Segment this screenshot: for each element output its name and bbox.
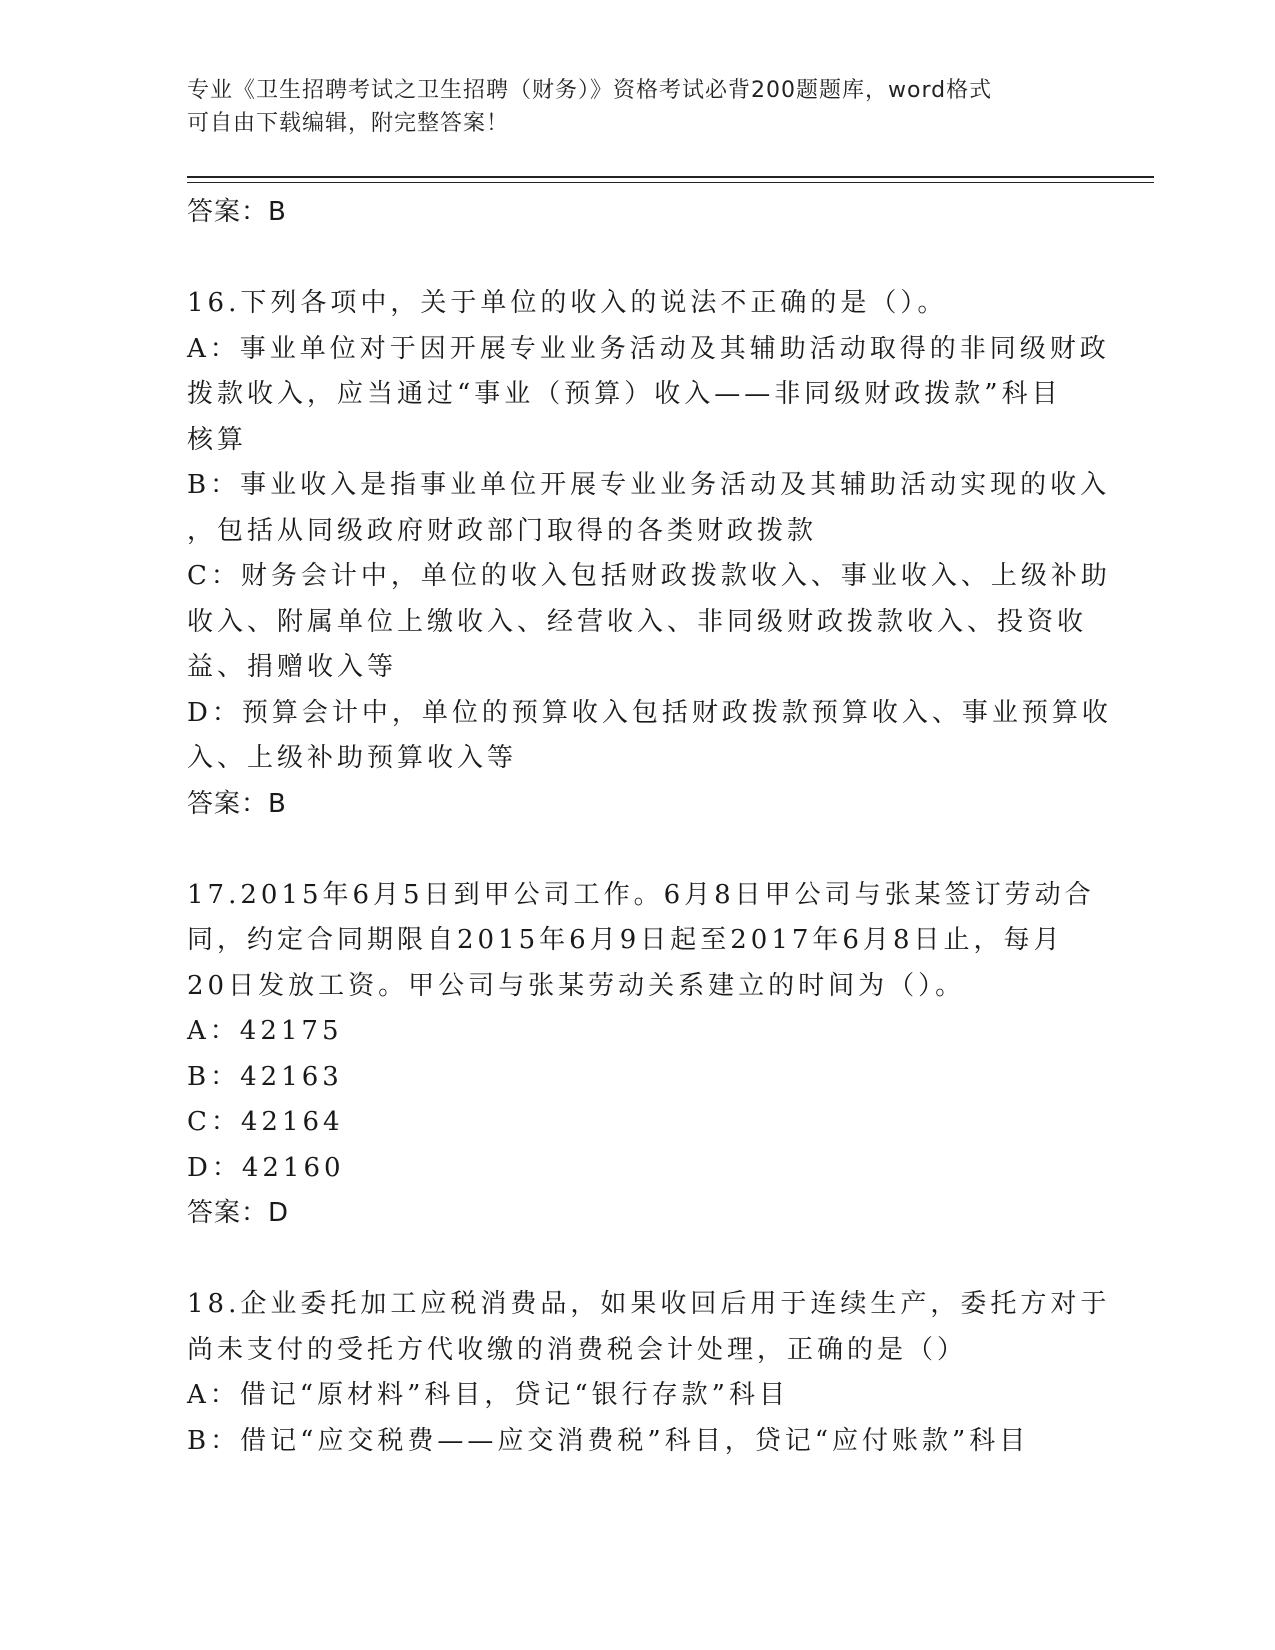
- option-b: B：借记“应交税费——应交消费税”科目，贷记“应付账款”科目: [187, 1425, 1030, 1456]
- spacer: [187, 236, 1067, 282]
- spacer: [187, 1237, 1067, 1283]
- header-line-2: 可自由下载编辑，附完整答案！: [187, 111, 510, 136]
- answer: 答案：D: [187, 1198, 290, 1228]
- option-b: B：事业收入是指事业单位开展专业业务活动及其辅助活动实现的收入: [187, 470, 1111, 500]
- option-b-cont: ，包括从同级政府财政部门取得的各类财政拨款: [187, 515, 818, 546]
- option-b: B：42163: [187, 1061, 343, 1092]
- answer: 答案：B: [187, 788, 287, 819]
- option-a-cont: 拨款收入，应当通过“事业（预算）收入——非同级财政拨款”科目: [187, 379, 1062, 409]
- header-rule-thick: [187, 176, 1154, 178]
- question-16: [187, 281, 1112, 827]
- option-a-cont: 核算: [187, 424, 248, 455]
- option-d-cont: 入、上级补助预算收入等: [187, 743, 518, 773]
- header-line-1: 专业《卫生招聘考试之卫生招聘（财务）》资格考试必背200题题库，word格式: [187, 78, 993, 103]
- spacer: [187, 827, 1067, 873]
- option-a: A：事业单位对于因开展专业业务活动及其辅助活动取得的非同级财政: [187, 333, 1110, 364]
- question-stem: 18.企业委托加工应税消费品，如果收回后用于连续生产，委托方对于: [187, 1289, 1111, 1319]
- question-18: [187, 1282, 1111, 1464]
- question-stem: 17.2015年6月5日到甲公司工作。6月8日甲公司与张某签订劳动合: [187, 879, 1095, 910]
- option-c-cont: 收入、附属单位上缴收入、经营收入、非同级财政拨款收入、投资收: [187, 606, 1088, 637]
- question-stem-cont: 20日发放工资。甲公司与张某劳动关系建立的时间为（）。: [187, 970, 966, 1001]
- question-stem-cont: 同，约定合同期限自2015年6月9日起至2017年6月8日止，每月: [187, 925, 1064, 955]
- option-a: A：借记“原材料”科目，贷记“银行存款”科目: [187, 1380, 789, 1410]
- option-d: D：42160: [187, 1152, 345, 1183]
- document-header: [187, 74, 1087, 140]
- option-a: A：42175: [187, 1016, 343, 1046]
- question-17: [187, 873, 1095, 1237]
- question-stem: 16.下列各项中，关于单位的收入的说法不正确的是（）。: [187, 288, 948, 318]
- header-rule-thin: [187, 182, 1154, 183]
- document-body: [187, 190, 1112, 1464]
- option-c-cont: 益、捐赠收入等: [187, 652, 398, 682]
- answer-previous: 答案：B: [187, 197, 287, 227]
- option-c: C：42164: [187, 1107, 344, 1137]
- question-stem-cont: 尚未支付的受托方代收缴的消费税会计处理，正确的是（）: [187, 1334, 968, 1365]
- option-d: D：预算会计中，单位的预算收入包括财政拨款预算收入、事业预算收: [187, 697, 1112, 728]
- option-c: C：财务会计中，单位的收入包括财政拨款收入、事业收入、上级补助: [187, 561, 1111, 591]
